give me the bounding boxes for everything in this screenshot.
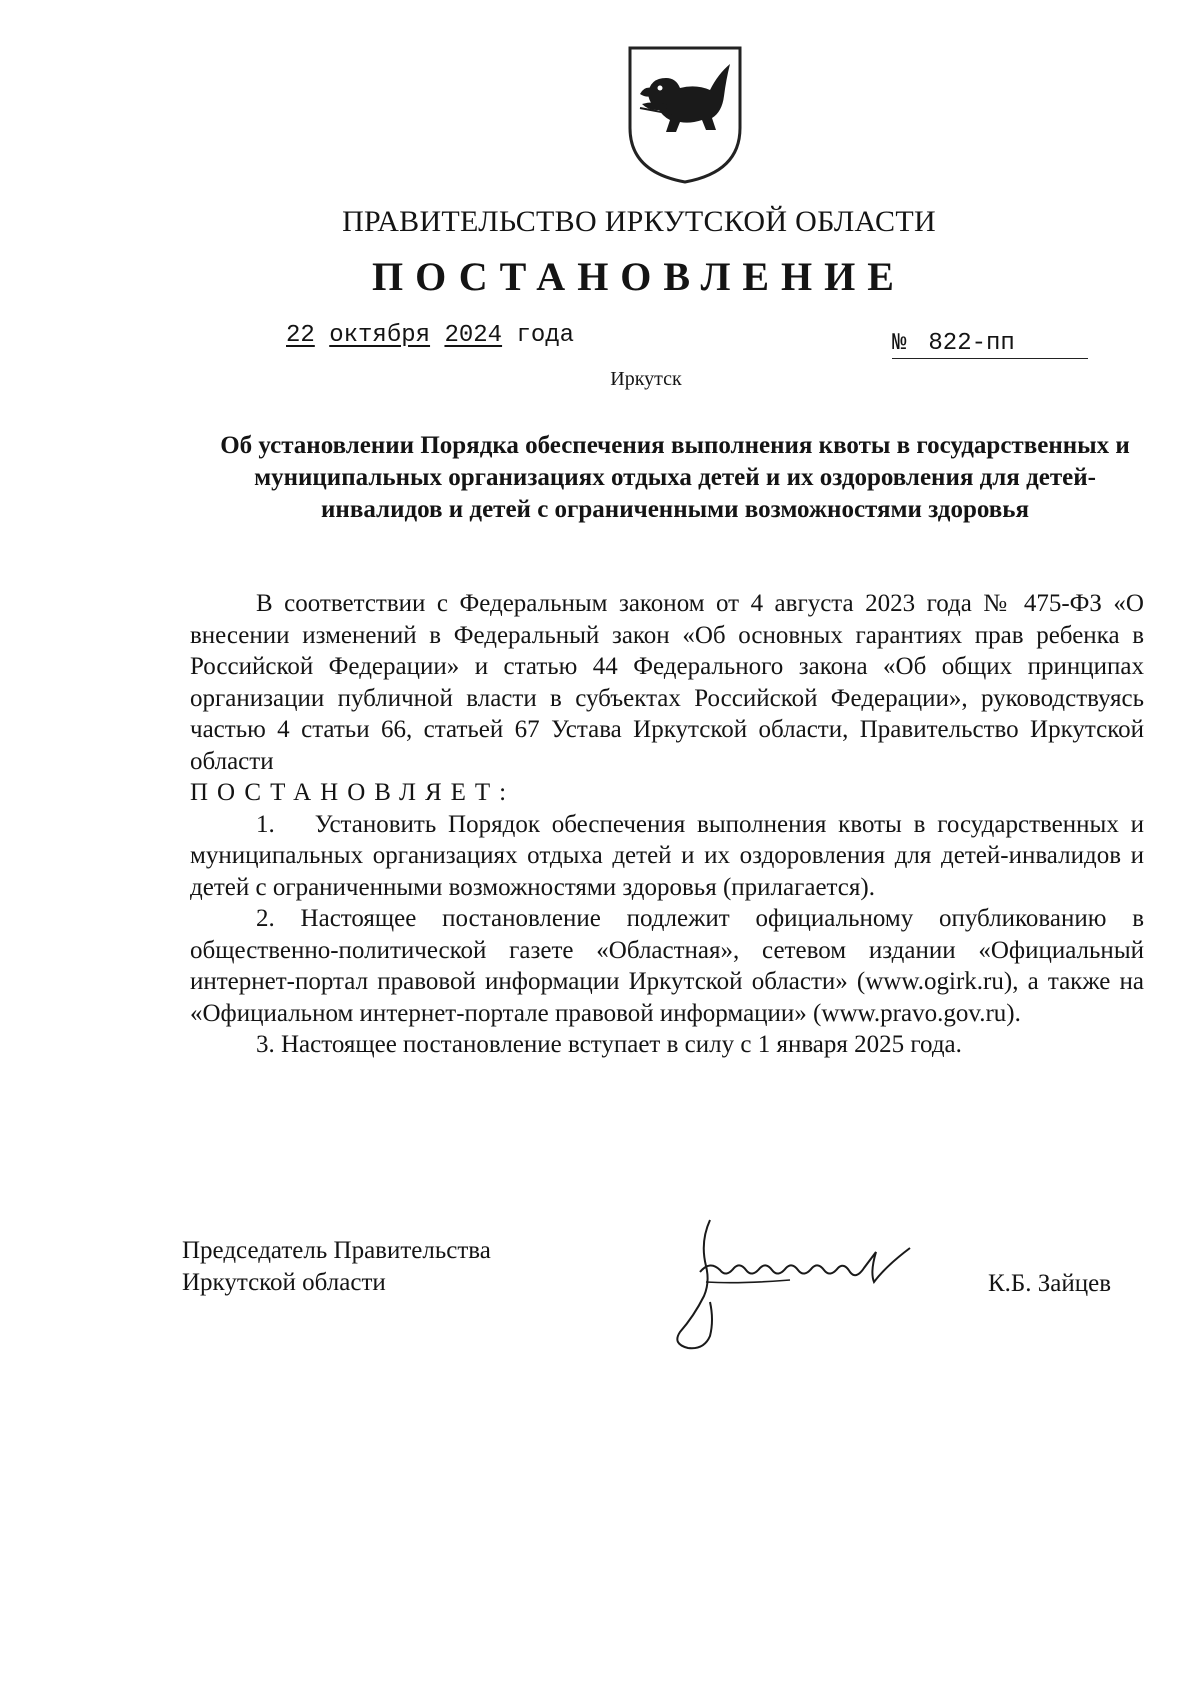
city: Иркутск [610,368,682,390]
number-prefix: № [892,330,907,357]
government-name: ПРАВИТЕЛЬСТВО ИРКУТСКОЙ ОБЛАСТИ [342,205,936,238]
item-2-paragraph: 2. Настоящее постановление подлежит официальному опубликованию в общественно-политической газете «Областная», сетевом издании «Официальный интернет-портал правовой информации Иркутской области» (www.ogirk.ru), а также на «Официальном интернет-портале правовой информации» (www.pravo.gov.ru). [190,905,1144,1027]
item-1-paragraph [190,809,1144,904]
item-1-number: 1. [256,810,275,838]
signatory-name: К.Б. Зайцев [988,1270,1112,1297]
date-suffix: года [516,322,575,349]
item-3-paragraph: 3. Настоящее постановление вступает в силу с 1 января 2025 года. [256,1031,962,1058]
item-1-text: Установить Порядок обеспечения выполнения квоты в государственных и муниципальных организациях отдыха детей и их оздоровления для детей-инвалидов и детей с ограниченными возможностями здоровья (прилагается). [190,810,1144,901]
document-date [286,322,574,349]
resolve-word: ПОСТАНОВЛЯЕТ: [190,779,516,806]
date-day: 22 [286,322,315,349]
number-value: 822-пп [928,330,1015,357]
document-body [190,588,1144,1061]
handwritten-signature [670,1212,940,1362]
signatory-position [182,1235,491,1299]
date-year: 2024 [444,322,503,349]
date-month: октября [329,322,431,349]
signatory-position-line-2: Иркутской области [182,1269,386,1296]
coat-of-arms-icon [626,44,744,186]
preamble-paragraph: В соответствии с Федеральным законом от 4 августа 2023 года № 475-ФЗ «О внесении изменений в Федеральный закон «Об основных гарантиях прав ребенка в Российской Федерации» и статью 44 Федерального закона «Об общих принципах организации публичной власти в субъектах Российской Федерации», руководствуясь частью 4 статьи 66, статьей 67 Устава Иркутской области, Правительство Иркутской области [190,590,1144,775]
signatory-position-line-1: Председатель Правительства [182,1237,491,1264]
document-title: Об установлении Порядка обеспечения выполнения квоты в государственных и муниципальных организациях отдыха детей и их оздоровления для детей-инвалидов и детей с ограниченными возможностями здоровья [220,432,1130,523]
document-number [892,330,1088,359]
document-type: ПОСТАНОВЛЕНИЕ [372,254,906,299]
